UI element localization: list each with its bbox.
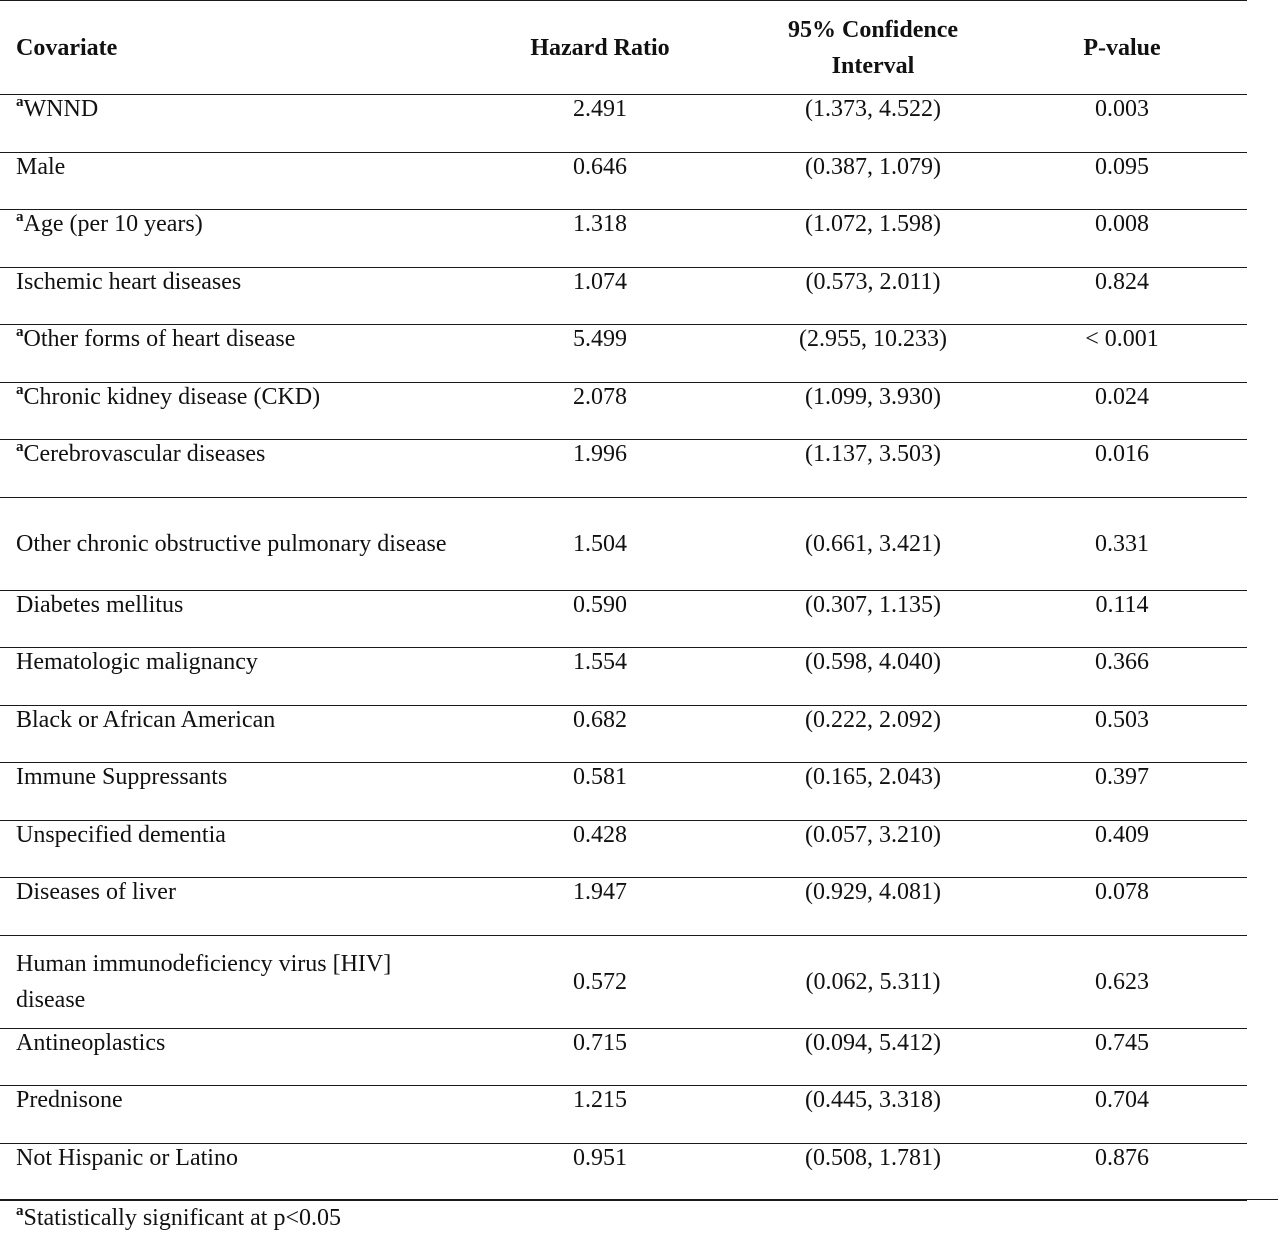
covariate-cell: [16, 95, 456, 152]
covariate-cell: [16, 591, 456, 648]
covariate-content: [16, 946, 456, 1018]
table-footnote: [16, 1200, 341, 1236]
table-row: [0, 706, 1247, 764]
significance-marker: a: [16, 381, 24, 398]
confidence-interval-cell-value: (0.222, 2.092): [805, 706, 941, 733]
confidence-interval-cell: [748, 591, 998, 648]
covariate-label: Diseases of liver: [16, 879, 176, 905]
confidence-interval-cell-value: (0.062, 5.311): [805, 968, 941, 995]
table-row: [0, 763, 1247, 821]
p-value-cell: [1022, 153, 1222, 210]
covariate-label: Not Hispanic or Latino: [16, 1144, 238, 1171]
confidence-interval-cell-value: (0.661, 3.421): [805, 530, 941, 557]
hazard-ratio-cell-value: 0.428: [573, 821, 627, 848]
covariate-content: [16, 644, 258, 680]
p-value-cell: [1022, 498, 1222, 590]
covariate-label: Other forms of heart disease: [23, 326, 296, 352]
hazard-ratio-cell-value: 0.682: [573, 706, 627, 733]
covariate-content: [16, 759, 227, 795]
covariate-cell: [16, 878, 456, 935]
confidence-interval-cell-value: (2.955, 10.233): [799, 326, 947, 352]
p-value-cell: [1022, 763, 1222, 820]
hazard-ratio-cell: [500, 325, 700, 382]
confidence-interval-cell: [748, 706, 998, 763]
p-value-cell-value: 0.366: [1095, 649, 1149, 675]
table-row: [0, 821, 1247, 879]
hazard-ratio-cell: [500, 763, 700, 820]
hazard-ratio-cell: [500, 1029, 700, 1086]
covariate-cell: [16, 821, 456, 878]
covariate-cell: [16, 936, 456, 1028]
covariate-content: [16, 1140, 238, 1176]
covariate-cell: [16, 1029, 456, 1086]
table-row: [0, 1086, 1247, 1144]
footnote-marker: a: [16, 1203, 24, 1219]
hazard-ratio-cell-value: 0.951: [573, 1144, 627, 1171]
p-value-cell: [1022, 591, 1222, 648]
confidence-interval-cell: [748, 498, 998, 590]
table-row: [0, 1029, 1247, 1087]
p-value-cell: [1022, 1086, 1222, 1143]
covariate-label: Black or African American: [16, 706, 276, 733]
covariate-cell: [16, 383, 456, 440]
p-value-cell-value: 0.824: [1095, 268, 1149, 295]
hazard-ratio-cell: [500, 821, 700, 878]
hazard-ratio-cell-value: 1.947: [573, 879, 627, 905]
hazard-ratio-cell: [500, 591, 700, 648]
hazard-ratio-cell: [500, 153, 700, 210]
covariate-label: Immune Suppressants: [16, 764, 228, 790]
confidence-interval-cell-value: (0.307, 1.135): [805, 591, 941, 618]
table-row: [0, 153, 1247, 211]
covariate-content: [16, 149, 65, 185]
confidence-interval-cell: [748, 763, 998, 820]
p-value-cell-value: 0.503: [1095, 706, 1149, 733]
hazard-ratio-cell-value: 1.215: [573, 1087, 627, 1113]
significance-marker: a: [16, 324, 24, 340]
hazard-ratio-cell-value: 1.504: [573, 530, 627, 557]
covariate-label: Human immunodeficiency virus [HIV] disease: [16, 950, 392, 1013]
confidence-interval-cell-value: (1.072, 1.598): [805, 211, 941, 237]
p-value-cell: [1022, 706, 1222, 763]
table-row: [0, 383, 1247, 441]
hazard-ratio-cell: [500, 878, 700, 935]
confidence-interval-cell: [748, 95, 998, 152]
covariate-cell: [16, 153, 456, 210]
p-value-cell-value: 0.016: [1095, 441, 1149, 467]
p-value-cell: [1022, 821, 1222, 878]
covariate-content: [16, 1082, 123, 1118]
hazard-ratio-cell: [500, 498, 700, 590]
confidence-interval-cell: [748, 1029, 998, 1086]
p-value-cell: [1022, 1029, 1222, 1086]
confidence-interval-cell-value: (0.508, 1.781): [805, 1144, 941, 1171]
hazard-ratio-cell: [500, 440, 700, 497]
confidence-interval-cell: [748, 210, 998, 267]
covariate-content: [16, 817, 226, 853]
hazard-ratio-cell: [500, 706, 700, 763]
p-value-cell-value: 0.397: [1095, 764, 1149, 790]
table-row: [0, 591, 1247, 649]
table-row: [0, 440, 1247, 498]
covariate-label: Unspecified dementia: [16, 821, 226, 848]
hazard-ratio-cell-value: 0.572: [573, 968, 627, 995]
header-covariate: Covariate: [16, 34, 118, 61]
hazard-ratio-cell: [500, 383, 700, 440]
table-row: [0, 210, 1247, 268]
covariate-label: Hematologic malignancy: [16, 649, 258, 675]
p-value-cell: [1022, 878, 1222, 935]
confidence-interval-cell-value: (0.445, 3.318): [805, 1087, 941, 1113]
confidence-interval-cell-value: (0.573, 2.011): [805, 268, 941, 295]
covariate-content: [16, 1025, 165, 1061]
covariate-content: [16, 321, 295, 357]
p-value-cell-value: 0.024: [1095, 383, 1149, 410]
p-value-cell-value: 0.095: [1095, 153, 1149, 180]
table-row: [0, 878, 1247, 936]
p-value-cell-value: 0.876: [1095, 1144, 1149, 1171]
covariate-content: [16, 91, 98, 127]
hazard-ratio-cell-value: 2.078: [573, 383, 627, 410]
significance-marker: a: [16, 209, 24, 225]
hazard-ratio-cell-value: 1.074: [573, 268, 627, 295]
confidence-interval-cell-value: (1.099, 3.930): [805, 383, 941, 410]
covariate-cell: [16, 440, 456, 497]
covariate-cell: [16, 1086, 456, 1143]
p-value-cell-value: 0.078: [1095, 879, 1149, 905]
covariate-cell: [16, 268, 456, 325]
covariate-cell: [16, 763, 456, 820]
hazard-ratio-cell-value: 0.581: [573, 764, 627, 790]
covariate-content: [16, 436, 265, 472]
p-value-cell: [1022, 268, 1222, 325]
hazard-ratio-cell: [500, 210, 700, 267]
confidence-interval-cell: [748, 325, 998, 382]
p-value-cell: [1022, 383, 1222, 440]
p-value-cell-value: 0.008: [1095, 211, 1149, 237]
p-value-cell-value: 0.409: [1095, 821, 1149, 848]
table-header-row: [0, 0, 1247, 95]
table-row: [0, 498, 1247, 591]
confidence-interval-cell: [748, 383, 998, 440]
covariate-cell: [16, 648, 456, 705]
hazard-ratio-cell-value: 1.554: [573, 649, 627, 675]
covariate-cell: [16, 325, 456, 382]
hazard-ratio-cell: [500, 648, 700, 705]
confidence-interval-cell: [748, 1086, 998, 1143]
p-value-cell-value: 0.623: [1095, 968, 1149, 995]
confidence-interval-cell-value: (1.137, 3.503): [805, 441, 941, 467]
confidence-interval-cell: [748, 1144, 998, 1201]
p-value-cell: [1022, 440, 1222, 497]
p-value-cell-value: 0.114: [1095, 591, 1149, 618]
covariate-cell: [16, 210, 456, 267]
covariate-content: [16, 264, 241, 300]
header-confidence-interval: 95% Confidence Interval: [788, 16, 958, 79]
table-row: [0, 95, 1247, 153]
table-row: [0, 936, 1247, 1029]
confidence-interval-cell: [748, 878, 998, 935]
covariate-cell: [16, 1144, 456, 1201]
covariate-content: [16, 874, 176, 910]
p-value-cell: [1022, 648, 1222, 705]
covariate-label: Chronic kidney disease (CKD): [23, 383, 321, 410]
covariate-label: WNND: [23, 96, 99, 122]
table-row: [0, 1144, 1247, 1202]
covariate-content: [16, 702, 275, 738]
confidence-interval-cell-value: (0.598, 4.040): [805, 649, 941, 675]
p-value-cell-value: 0.331: [1095, 530, 1149, 557]
confidence-interval-cell-value: (0.165, 2.043): [805, 764, 941, 790]
covariate-label: Age (per 10 years): [23, 211, 203, 237]
p-value-cell: [1022, 325, 1222, 382]
table-row: [0, 325, 1247, 383]
hazard-ratio-cell-value: 0.646: [573, 153, 627, 180]
hazard-ratio-cell-value: 1.996: [573, 441, 627, 467]
header-hazard-ratio: Hazard Ratio: [530, 34, 670, 61]
hazard-ratio-cell: [500, 95, 700, 152]
hazard-ratio-cell: [500, 1086, 700, 1143]
confidence-interval-cell-value: (0.387, 1.079): [805, 153, 941, 180]
covariate-label: Prednisone: [16, 1087, 123, 1113]
p-value-cell-value: < 0.001: [1085, 326, 1159, 352]
hazard-ratio-cell-value: 2.491: [573, 96, 627, 122]
confidence-interval-cell: [748, 440, 998, 497]
confidence-interval-cell: [748, 268, 998, 325]
confidence-interval-cell-value: (1.373, 4.522): [805, 96, 941, 122]
covariate-label: Antineoplastics: [16, 1029, 166, 1056]
hazard-ratio-cell: [500, 268, 700, 325]
p-value-cell: [1022, 95, 1222, 152]
p-value-cell-value: 0.003: [1095, 96, 1149, 122]
covariate-content: [16, 526, 447, 562]
significance-marker: a: [16, 94, 24, 110]
covariate-label: Other chronic obstructive pulmonary disease: [16, 530, 447, 557]
hazard-ratio-cell-value: 0.590: [573, 591, 627, 618]
confidence-interval-cell: [748, 648, 998, 705]
covariate-label: Diabetes mellitus: [16, 591, 184, 618]
confidence-interval-cell: [748, 821, 998, 878]
p-value-cell: [1022, 1144, 1222, 1201]
confidence-interval-cell-value: (0.929, 4.081): [805, 879, 941, 905]
header-p-value: P-value: [1083, 34, 1161, 61]
covariate-label: Male: [16, 153, 66, 180]
confidence-interval-cell: [748, 936, 998, 1028]
hazard-ratio-cell-value: 5.499: [573, 326, 627, 352]
covariate-cell: [16, 498, 456, 590]
hazard-ratio-cell-value: 1.318: [573, 211, 627, 237]
confidence-interval-cell-value: (0.094, 5.412): [805, 1029, 941, 1056]
covariate-content: [16, 587, 183, 623]
footnote-text: Statistically significant at p<0.05: [23, 1205, 341, 1231]
table-row: [0, 648, 1247, 706]
p-value-cell: [1022, 210, 1222, 267]
table-row: [0, 268, 1247, 326]
hazard-ratio-cell: [500, 1144, 700, 1201]
confidence-interval-cell: [748, 153, 998, 210]
significance-marker: a: [16, 439, 24, 455]
covariate-content: [16, 379, 320, 415]
hazard-ratio-cell: [500, 936, 700, 1028]
covariate-label: Ischemic heart diseases: [16, 268, 242, 295]
p-value-cell: [1022, 936, 1222, 1028]
p-value-cell-value: 0.745: [1095, 1029, 1149, 1056]
p-value-cell-value: 0.704: [1095, 1087, 1149, 1113]
covariate-content: [16, 206, 203, 242]
confidence-interval-cell-value: (0.057, 3.210): [805, 821, 941, 848]
table-body: [0, 95, 1280, 1201]
covariate-cell: [16, 706, 456, 763]
covariate-label: Cerebrovascular diseases: [23, 441, 266, 467]
hazard-ratio-cell-value: 0.715: [573, 1029, 627, 1056]
